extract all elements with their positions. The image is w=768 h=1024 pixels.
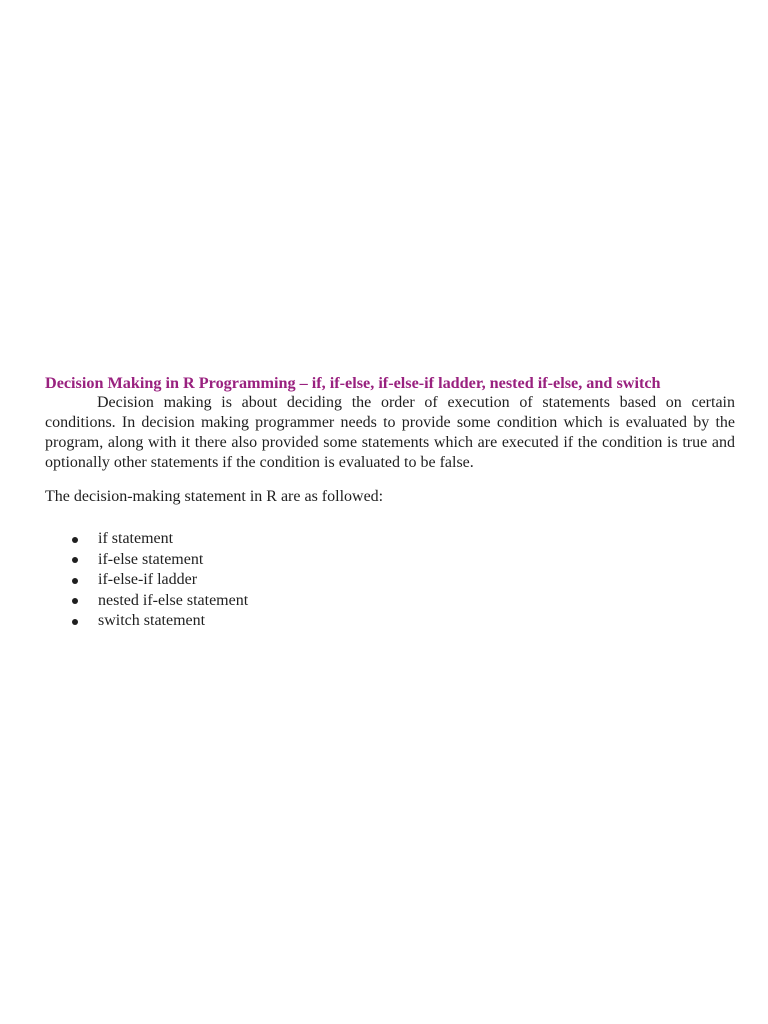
bullet-icon: [72, 619, 78, 625]
list-intro: The decision-making statement in R are as followed:: [45, 488, 384, 505]
bullet-icon: [72, 537, 78, 543]
bullet-icon: [72, 598, 78, 604]
list-item: [45, 570, 735, 591]
list-item: [45, 591, 735, 612]
list-item: [45, 529, 735, 550]
list-item-label: nested if-else statement: [98, 591, 249, 609]
document-content: [45, 373, 735, 632]
list-item-label: if statement: [98, 530, 174, 547]
bullet-icon: [72, 578, 78, 584]
list-item-label: if-else statement: [98, 550, 204, 568]
statement-list: [45, 529, 735, 632]
list-item-label: switch statement: [98, 612, 206, 629]
list-item: [45, 550, 735, 571]
list-item-label: if-else-if ladder: [98, 571, 198, 588]
bullet-icon: [72, 557, 78, 563]
body-paragraph: Decision making is about deciding the order of execution of statements based on certain conditions. In decision making programmer needs to provide some condition which is evaluated by the program, along with it there also provided some statements which are executed if the condition is true and optionally other statements if the condition is evaluated to be false.: [45, 394, 735, 471]
section-heading: Decision Making in R Programming – if, if-else, if-else-if ladder, nested if-else, and switch: [45, 374, 661, 392]
list-item: [45, 611, 735, 632]
